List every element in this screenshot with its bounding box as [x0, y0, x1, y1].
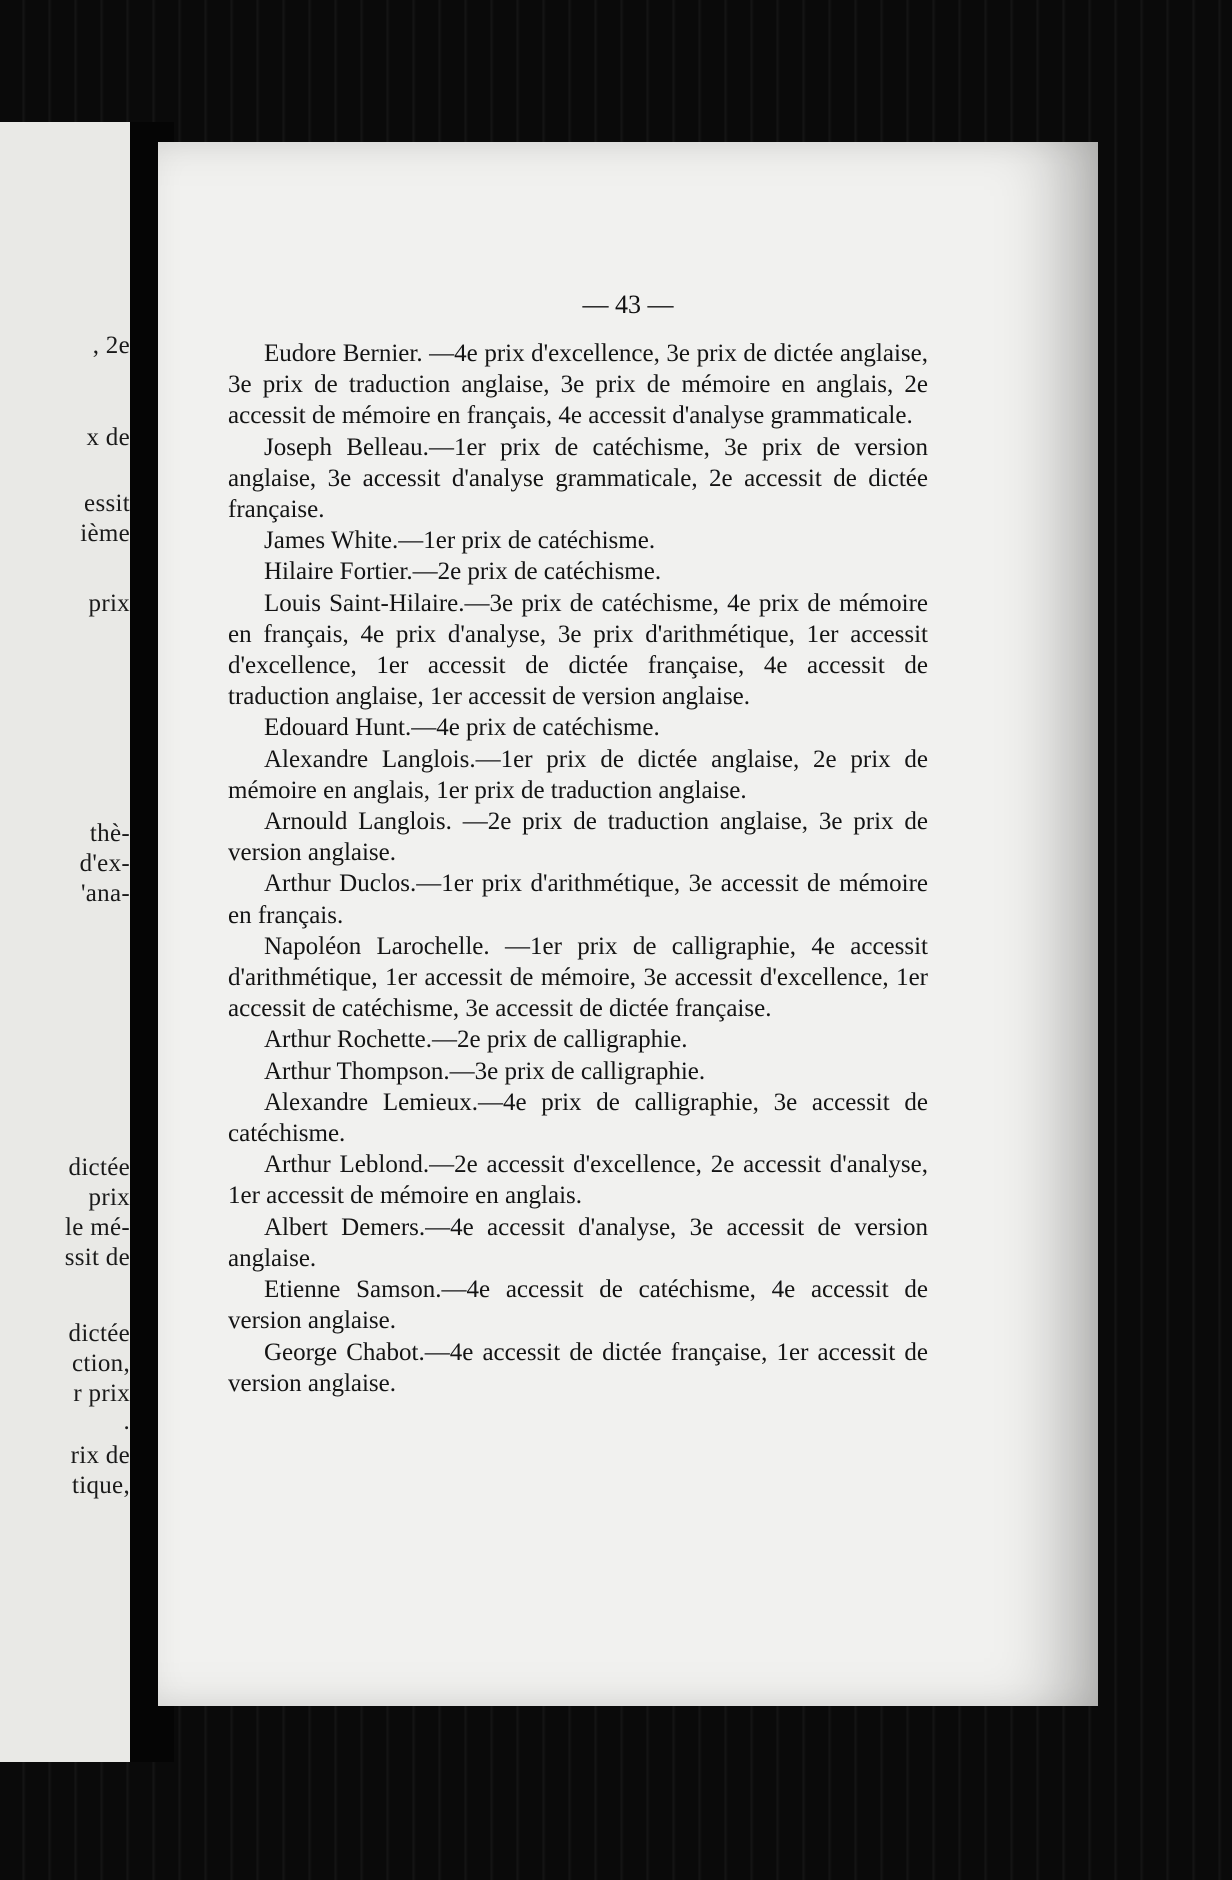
prize-text: —2e prix de calligraphie. [432, 1026, 688, 1054]
prize-entry [228, 525, 928, 556]
prize-entry [228, 1149, 928, 1211]
prize-text: —4e prix d'excellence, 3e prix de dictée anglaise, 3e prix de traduction anglaise, 3e prix de mémoire en anglais, 2e accessit de mémoire en français, 4e accessit d'analyse grammaticale. [228, 340, 928, 430]
student-name: Arthur Duclos. [264, 870, 417, 898]
prize-entry [228, 744, 928, 806]
student-name: Arthur Leblond. [264, 1151, 430, 1179]
student-name: Louis Saint-Hilaire. [264, 589, 465, 617]
prize-text: —4e accessit de catéchisme, 4e accessit de version anglaise. [228, 1276, 929, 1335]
left-text-line: . [123, 1408, 130, 1435]
prize-text: —3e prix de catéchisme, 4e prix de mémoire en français, 4e prix d'analyse, 3e prix d'arithmétique, 1er accessit d'excellence, 1er accessit de dictée française, 4e accessit de traduction anglaise, 1er accessit de version anglaise. [228, 589, 928, 711]
prize-text: —2e prix de catéchisme. [412, 558, 662, 586]
left-page-fragment [0, 122, 130, 1762]
student-name: Edouard Hunt. [264, 714, 412, 742]
prize-entry [228, 1024, 928, 1055]
left-text-line: essit [84, 490, 130, 517]
left-text-line: prix [88, 590, 130, 617]
prize-text: —1er prix d'arithmétique, 3e accessit de mémoire en français. [228, 870, 928, 929]
prize-text: —3e prix de calligraphie. [449, 1057, 706, 1085]
left-text-line: d'ex- [79, 850, 130, 877]
student-name: Arthur Rochette. [264, 1026, 433, 1054]
page-number: — 43 — [582, 290, 674, 319]
prize-entry [228, 1274, 928, 1336]
student-name: Etienne Samson. [264, 1276, 442, 1304]
left-text-line: dictée [68, 1154, 130, 1181]
prize-entry [228, 868, 928, 930]
student-name: Hilaire Fortier. [264, 558, 413, 586]
student-name: Napoléon Larochelle. [264, 932, 490, 960]
prize-entry [228, 1337, 928, 1399]
left-text-line: thè- [89, 820, 130, 847]
prize-entry [228, 432, 928, 526]
prize-entry [228, 931, 928, 1025]
prize-text: —4e accessit de dictée française, 1er accessit de version anglaise. [228, 1338, 928, 1397]
student-name: Joseph Belleau. [264, 433, 429, 461]
prize-text: —1er prix de dictée anglaise, 2e prix de mémoire en anglais, 1er prix de traduction anglaise. [228, 745, 928, 804]
left-text-line: ction, [71, 1350, 130, 1377]
student-name: Alexandre Langlois. [264, 745, 476, 773]
prize-text: —4e prix de calligraphie, 3e accessit de catéchisme. [228, 1088, 928, 1148]
prize-text: —4e prix de catéchisme. [411, 714, 660, 742]
prize-text: —2e prix de traduction anglaise, 3e prix de version anglaise. [228, 808, 928, 867]
student-name: George Chabot. [264, 1338, 425, 1366]
prize-text: —1er prix de catéchisme, 3e prix de version anglaise, 3e accessit d'analyse grammaticale, 2e accessit de dictée française. [228, 433, 928, 524]
left-text-line: rix de [70, 1442, 130, 1469]
prize-text: —1er prix de catéchisme. [398, 527, 656, 555]
prize-entry [228, 338, 928, 432]
prize-entry [228, 1212, 928, 1274]
prize-list [228, 338, 928, 1399]
left-text-line: ssit de [64, 1244, 130, 1271]
prize-entry [228, 712, 928, 743]
left-text-line: 'ana- [80, 880, 130, 907]
prize-text: —4e accessit d'analyse, 3e accessit de version anglaise. [228, 1213, 928, 1272]
prize-text: —2e accessit d'excellence, 2e accessit d'analyse, 1er accessit de mémoire en anglais. [228, 1151, 928, 1210]
prize-text: —1er prix de calligraphie, 4e accessit d'arithmétique, 1er accessit de mémoire, 3e accessit d'excellence, 1er accessit de catéchisme, 3e accessit de dictée française. [228, 932, 928, 1023]
left-text-line: r prix [73, 1380, 130, 1407]
prize-entry [228, 588, 928, 713]
left-text-line: dictée [68, 1320, 130, 1347]
prize-entry [228, 806, 928, 868]
left-text-line: le mé- [65, 1214, 130, 1241]
prize-entry [228, 556, 928, 587]
student-name: James White. [264, 527, 399, 555]
prize-entry [228, 1087, 928, 1149]
prize-entry [228, 1056, 928, 1087]
student-name: Alexandre Lemieux. [264, 1088, 478, 1116]
left-text-line: , 2e [92, 332, 130, 359]
student-name: Eudore Bernier. [264, 340, 423, 367]
left-text-line: tique, [71, 1472, 130, 1499]
scanned-page [158, 142, 1098, 1706]
left-text-line: ième [80, 520, 130, 547]
student-name: Arthur Thompson. [264, 1057, 450, 1085]
student-name: Albert Demers. [264, 1213, 426, 1241]
student-name: Arnould Langlois. [264, 808, 452, 836]
left-text-line: prix [88, 1184, 130, 1211]
left-text-line: x de [86, 424, 130, 451]
